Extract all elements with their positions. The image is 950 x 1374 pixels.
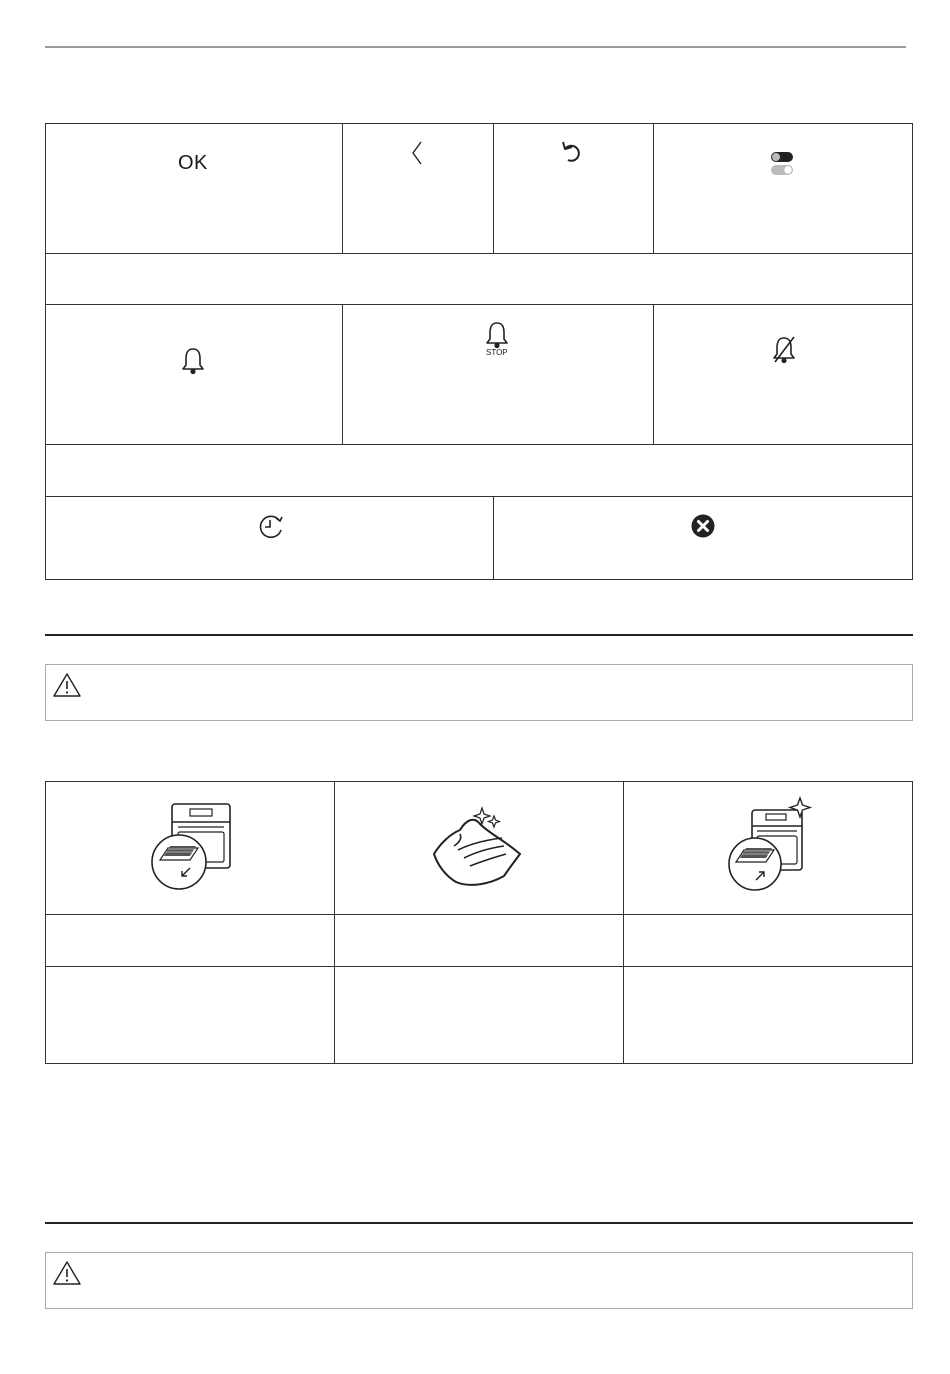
oven-insert-rack-icon (724, 796, 816, 892)
header-rule (45, 46, 906, 48)
row-divider (46, 444, 912, 445)
cleaning-table (45, 781, 913, 1064)
undo-arrow-icon (560, 140, 582, 164)
clock-restart-icon (257, 513, 285, 541)
ok-icon: OK (178, 152, 208, 174)
row-divider (46, 966, 912, 967)
hand-cleaning-cloth-icon (430, 804, 530, 890)
warning-box (45, 1252, 913, 1309)
section-rule (45, 1222, 913, 1224)
bell-stop-icon (485, 321, 509, 349)
section-rule (45, 634, 913, 636)
toggle-switch-icon (770, 151, 796, 177)
row-divider (46, 253, 912, 254)
col-divider (653, 304, 654, 444)
bell-muted-icon (772, 336, 796, 364)
bell-icon (181, 347, 205, 375)
warning-box (45, 664, 913, 721)
warning-triangle-icon (52, 672, 82, 698)
col-divider (493, 496, 494, 580)
col-divider (493, 124, 494, 253)
x-circle-icon (691, 514, 715, 538)
warning-triangle-icon (52, 1260, 82, 1286)
stop-label: STOP (486, 348, 508, 357)
row-divider (46, 496, 912, 497)
col-divider (653, 124, 654, 253)
oven-remove-rack-icon (146, 800, 236, 892)
col-divider (623, 782, 624, 1063)
row-divider (46, 914, 912, 915)
col-divider (342, 124, 343, 253)
chevron-left-icon (410, 140, 424, 166)
symbols-table (45, 123, 913, 580)
col-divider (342, 304, 343, 444)
row-divider (46, 304, 912, 305)
col-divider (334, 782, 335, 1063)
